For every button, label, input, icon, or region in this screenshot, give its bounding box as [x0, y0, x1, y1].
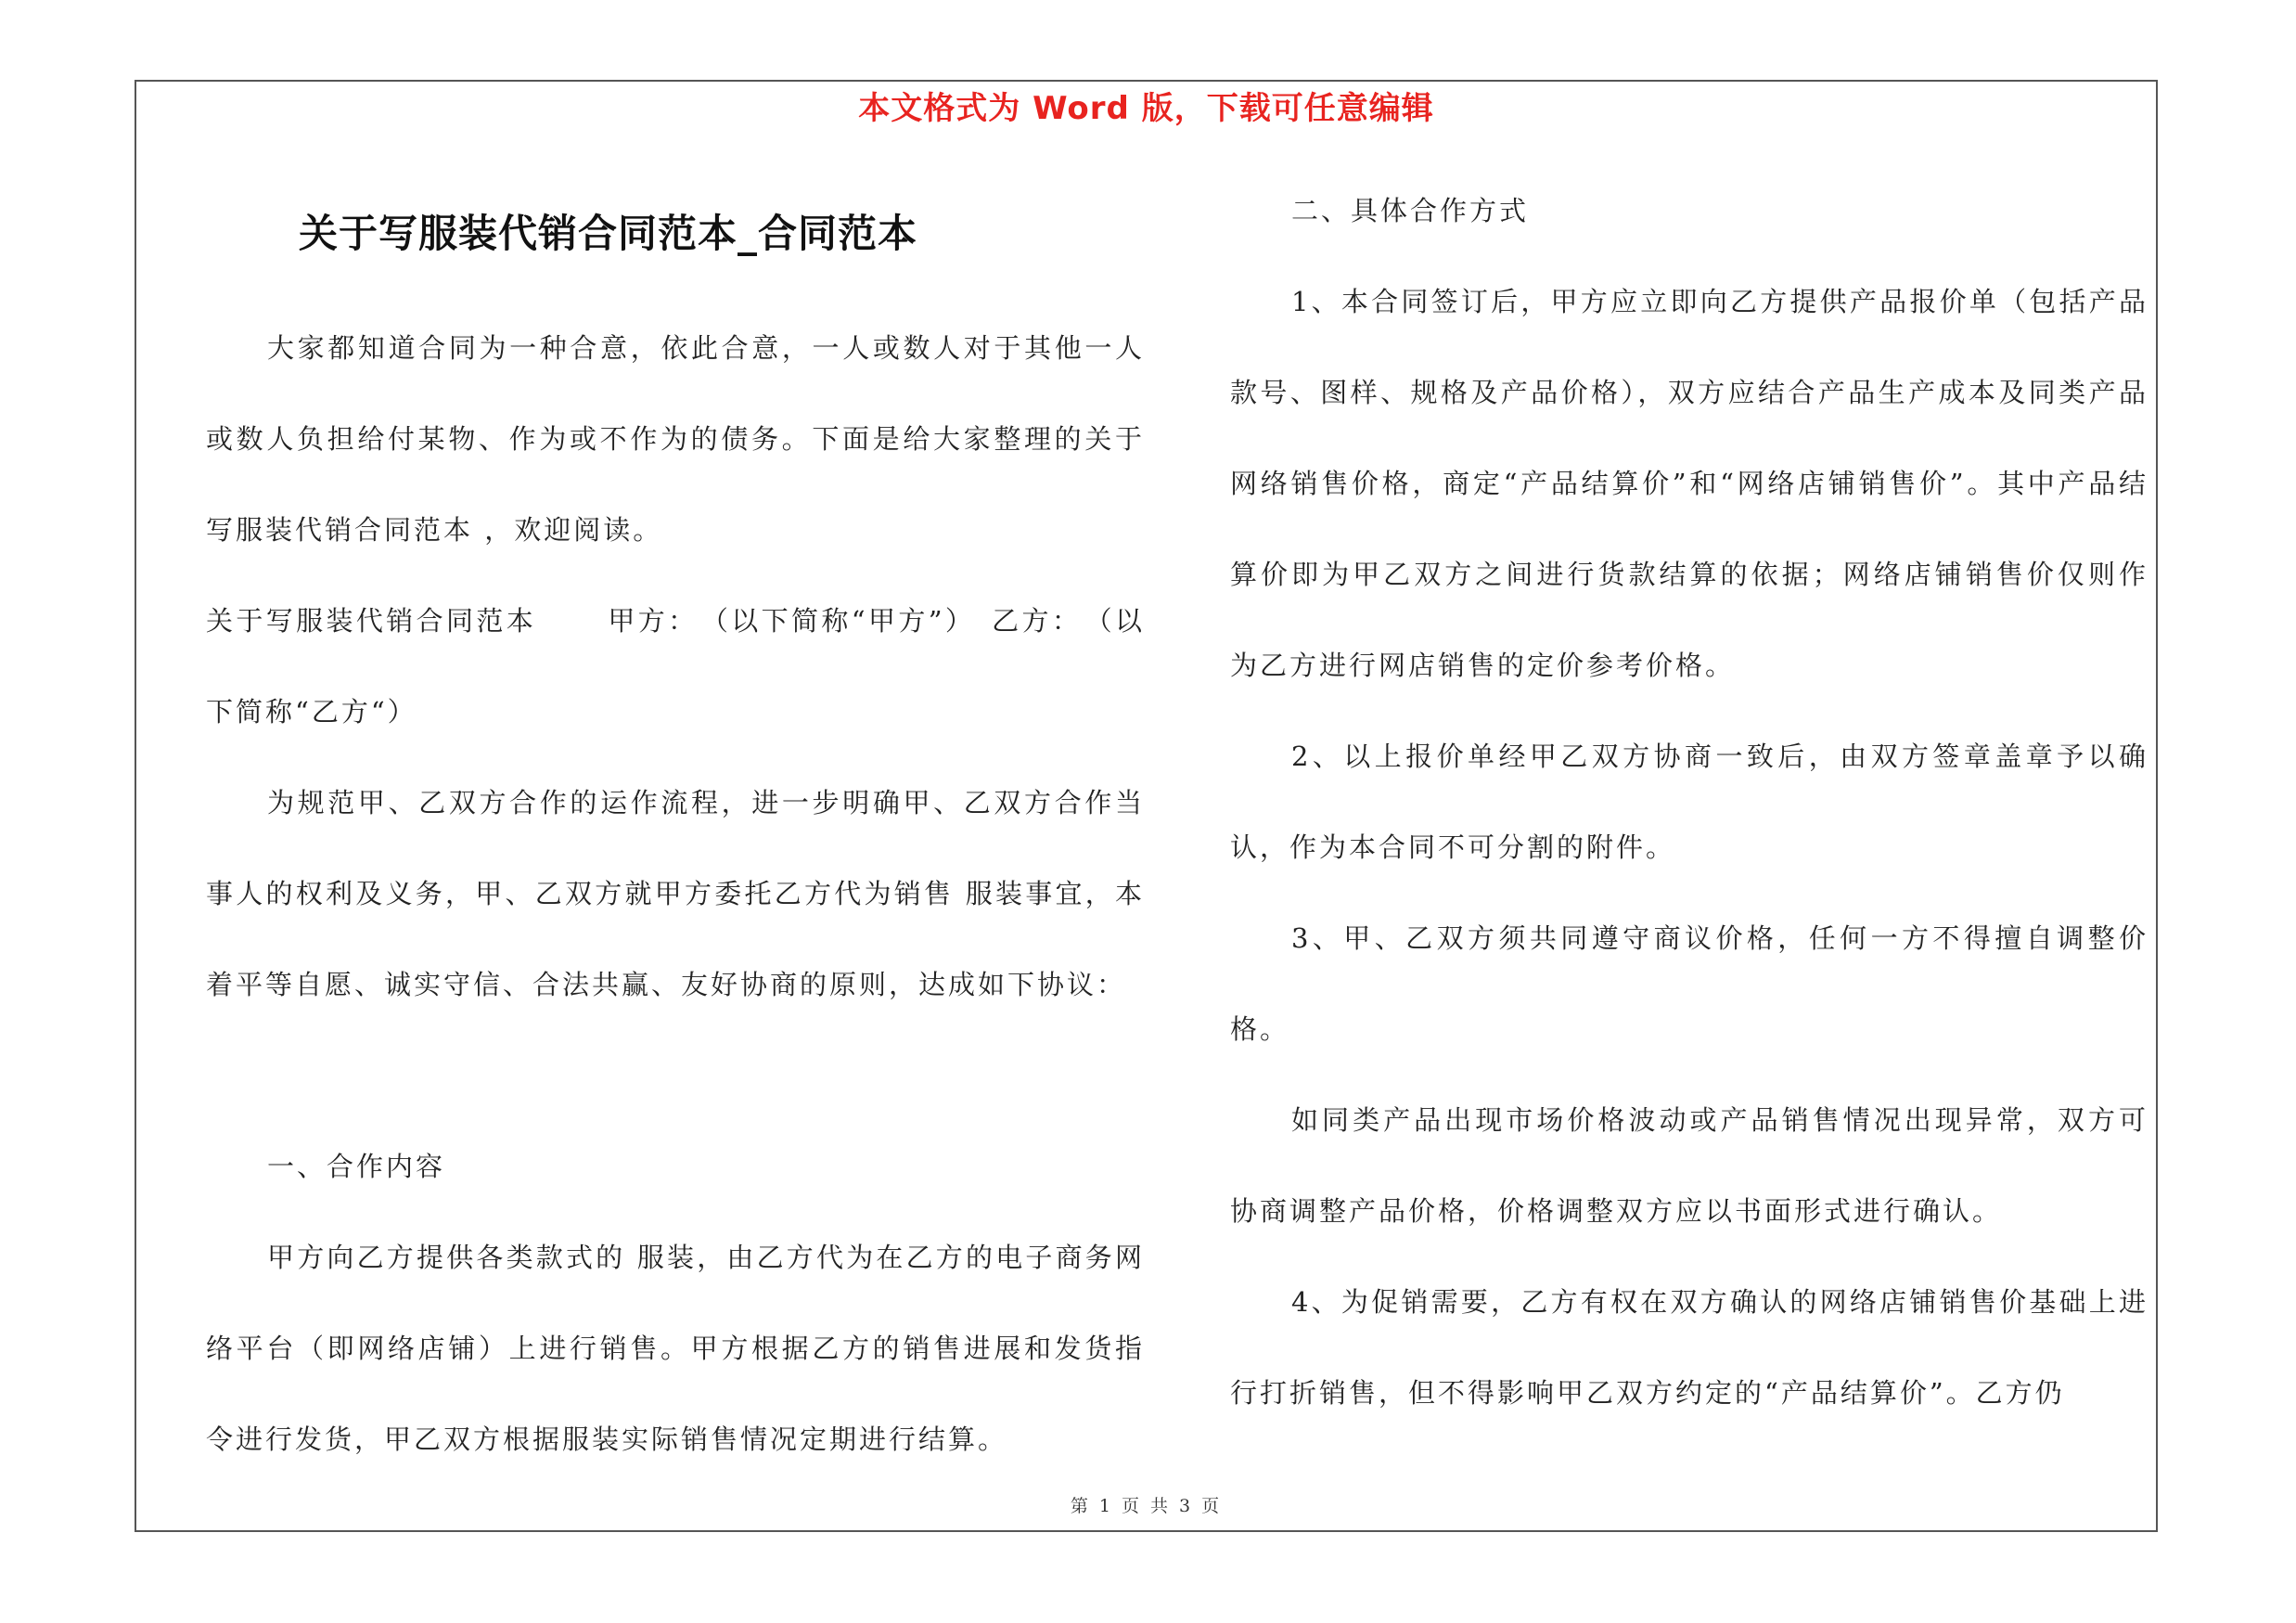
format-banner: 本文格式为 Word 版，下载可任意编辑 — [858, 90, 1434, 127]
clause-3-paragraph: 3、甲、乙双方须共同遵守商议价格，任何一方不得擅自调整价格。 — [1230, 922, 2148, 1045]
document-title: 关于写服装代销合同范本_合同范本 — [299, 211, 918, 256]
clause-2-paragraph: 2、以上报价单经甲乙双方协商一致后，由双方签章盖章予以确认，作为本合同不可分割的附件。 — [1230, 741, 2148, 863]
intro-paragraph: 大家都知道合同为一种合意，依此合意，一人或数人对于其他一人或数人负担给付某物、作为或不作为的债务。下面是给大家整理的关于写服装代销合同范本 ，欢迎阅读。 — [206, 332, 1145, 546]
section-heading-cooperation-content: 一、合作内容 — [267, 1151, 446, 1182]
purpose-paragraph: 为规范甲、乙双方合作的运作流程，进一步明确甲、乙双方合作当事人的权利及义务，甲、乙双方就甲方委托乙方代为销售 服装事宜，本着平等自愿、诚实守信、合法共赢、友好协商的原则，达成如下协议： — [206, 787, 1145, 1000]
section-heading-cooperation-method: 二、具体合作方式 — [1291, 195, 1530, 226]
page-number-footer: 第 1 页 共 3 页 — [1070, 1496, 1223, 1516]
parties-paragraph: 关于写服装代销合同范本 甲方： （以下简称“甲方”） 乙方： （以下简称“乙方“） — [206, 605, 1145, 728]
clause-1-paragraph: 1、本合同签订后，甲方应立即向乙方提供产品报价单（包括产品款号、图样、规格及产品价格），双方应结合产品生产成本及同类产品网络销售价格，商定“产品结算价”和“网络店铺销售价”。其中产品结算价即为甲乙双方之间进行货款结算的依据；网络店铺销售价仅则作为乙方进行网店销售的定价参考价格。 — [1230, 286, 2148, 681]
cooperation-content-paragraph: 甲方向乙方提供各类款式的 服装，由乙方代为在乙方的电子商务网络平台（即网络店铺）上进行销售。甲方根据乙方的销售进展和发货指令进行发货，甲乙双方根据服装实际销售情况定期进行结算。 — [206, 1242, 1145, 1455]
price-adjustment-paragraph: 如同类产品出现市场价格波动或产品销售情况出现异常，双方可协商调整产品价格，价格调整双方应以书面形式进行确认。 — [1230, 1104, 2148, 1227]
clause-4-paragraph: 4、为促销需要，乙方有权在双方确认的网络店铺销售价基础上进行打折销售，但不得影响甲乙双方约定的“产品结算价”。乙方仍 — [1230, 1286, 2148, 1409]
